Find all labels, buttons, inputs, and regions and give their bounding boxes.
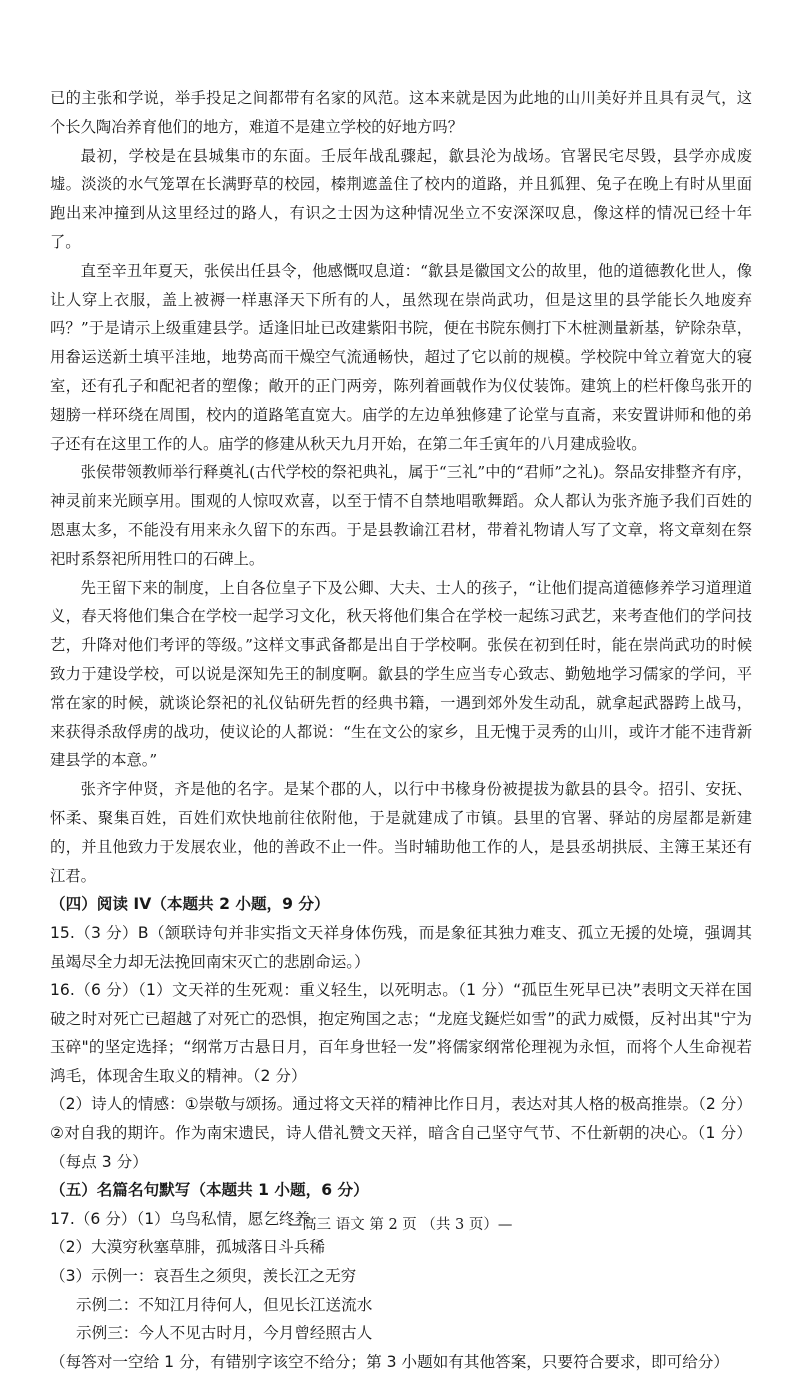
answer-q15: 15.（3 分）B（颔联诗句并非实指文天祥身体伤残，而是象征其独力难支、孤立无援的处境，强调其虽竭尽全力却无法挽回南宋灭亡的悲剧命运。）	[50, 923, 752, 971]
translation-paragraph: 先王留下来的制度，上自各位皇子下及公卿、大夫、士人的孩子，“让他们提高道德修养学习道理道义，春天将他们集合在学校一起学习文化，秋天将他们集合在学校一起练习武艺，来考查他们的学问技艺，升降对他们考评的等级。”这样文事武备都是出自于学校啊。张侯在初到任时，能在崇尚武功的时候致力于建设学校，可以说是深知先王的制度啊。歙县的学生应当专心致志、勤勉地学习儒家的学问，平常在家的时候，就谈论祭祀的礼仪钻研先哲的经典书籍，一遇到郊外发生动乱，就拿起武器跨上战马，来获得杀敌俘虏的战功，使议论的人都说：“生在文公的家乡，且无愧于灵秀的山川，或许才能不违背新建县学的本意。”	[50, 578, 752, 770]
translation-paragraph: 最初，学校是在县城集市的东面。壬辰年战乱骤起，歙县沦为战场。官署民宅尽毁，县学亦成废墟。淡淡的水气笼罩在长满野草的校园，榛荆遮盖住了校内的道路，并且狐狸、兔子在晚上有时从里面跑出来冲撞到从这里经过的路人，有识之士因为这种情况坐立不安深深叹息，像这样的情况已经十年了。	[50, 146, 752, 251]
answer-q17-2: （2）大漠穷秋塞草腓，孤城落日斗兵稀	[50, 1238, 326, 1257]
section-heading: （四）阅读 IV（本题共 2 小题，9 分）	[50, 895, 330, 914]
translation-section	[50, 84, 752, 890]
translation-paragraph: 张齐字仲贤，齐是他的名字。是某个郡的人，以行中书椽身份被提拔为歙县的县令。招引、安抚、怀柔、聚集百姓，百姓们欢快地前往依附他，于是就建成了市镇。县里的官署、驿站的房屋都是新建的，并且他致力于发展农业，他的善政不止一件。当时辅助他工作的人，是县丞胡拱辰、主簿王某还有江君。	[50, 780, 752, 885]
answer-q17-3: （3）示例一：哀吾生之须臾，羡长江之无穷	[50, 1267, 357, 1286]
answer-q17-3-example3: 示例三：今人不见古时月，今月曾经照古人	[76, 1324, 373, 1343]
scoring-note: （每答对一空给 1 分，有错别字该空不给分；第 3 小题如有其他答案，只要符合要求，即可给分）	[50, 1352, 730, 1371]
answer-q16-part1: 16.（6 分）（1）文天祥的生死观：重义轻生，以死明志。（1 分）“孤臣生死早已决”表明文天祥在国破之时对死亡已超越了对死亡的恐惧，抱定殉国之志；“龙庭戈鋋烂如雪”的武力威慑，反衬出其"宁为玉碎"的坚定选择；“纲常万古悬日月，百年身世轻一发”将儒家纲常伦理视为永恒，而将个人生命视若鸿毛，体现舍生取义的精神。（2 分）	[50, 981, 752, 1085]
translation-paragraph: 已的主张和学说，举手投足之间都带有名家的风范。这本来就是因为此地的山川美好并且具有灵气，这个长久陶冶养育他们的地方，难道不是建立学校的好地方吗？	[50, 89, 752, 136]
answer-q16-part2: （2）诗人的情感：①崇敬与颂扬。通过将文天祥的精神比作日月，表达对其人格的极高推崇。（2 分）②对自我的期许。作为南宋遗民，诗人借礼赞文天祥，暗含自己坚守气节、不仕新朝的决心。（1 分）（每点 3 分）	[50, 1095, 752, 1171]
section-heading: （五）名篇名句默写（本题共 1 小题，6 分）	[50, 1181, 369, 1200]
page-footer: —高三 语文 第 2 页 （共 3 页）—	[287, 1217, 513, 1233]
answer-section	[50, 890, 752, 1376]
translation-paragraph: 直至辛丑年夏天，张侯出任县令，他感慨叹息道：“歙县是徽国文公的故里，他的道德教化世人，像让人穿上衣服，盖上被褥一样惠泽天下所有的人，虽然现在崇尚武功，但是这里的县学能长久地废弃吗？”于是请示上级重建县学。适逢旧址已改建紫阳书院，便在书院东侧打下木桩测量新基，铲除杂草，用畚运送新土填平洼地，地势高而干燥空气流通畅快，超过了它以前的规模。学校院中耸立着宽大的寝室，还有孔子和配祀者的塑像；敞开的正门两旁，陈列着画戟作为仪仗装饰。建筑上的栏杆像鸟张开的翅膀一样环绕在周围，校内的道路笔直宽大。庙学的左边单独修建了论堂与直斋，来安置讲师和他的弟子还有在这里工作的人。庙学的修建从秋天九月开始，在第二年壬寅年的八月建成验收。	[50, 261, 752, 453]
translation-paragraph: 张侯带领教师举行释奠礼(古代学校的祭祀典礼，属于“三礼”中的“君师”之礼)。祭品安排整齐有序，神灵前来光顾享用。围观的人惊叹欢喜，以至于情不自禁地唱歌舞蹈。众人都认为张齐施予我们百姓的恩惠太多，不能没有用来永久留下的东西。于是县教谕江君材，带着礼物请人写了文章，将文章刻在祭祀时系祭祀所用牲口的石碑上。	[50, 463, 752, 568]
answer-q17-1: 17.（6 分）（1）乌鸟私情，愿乞终养	[50, 1209, 311, 1228]
answer-q17-3-example2: 示例二：不知江月待何人，但见长江送流水	[76, 1295, 373, 1314]
